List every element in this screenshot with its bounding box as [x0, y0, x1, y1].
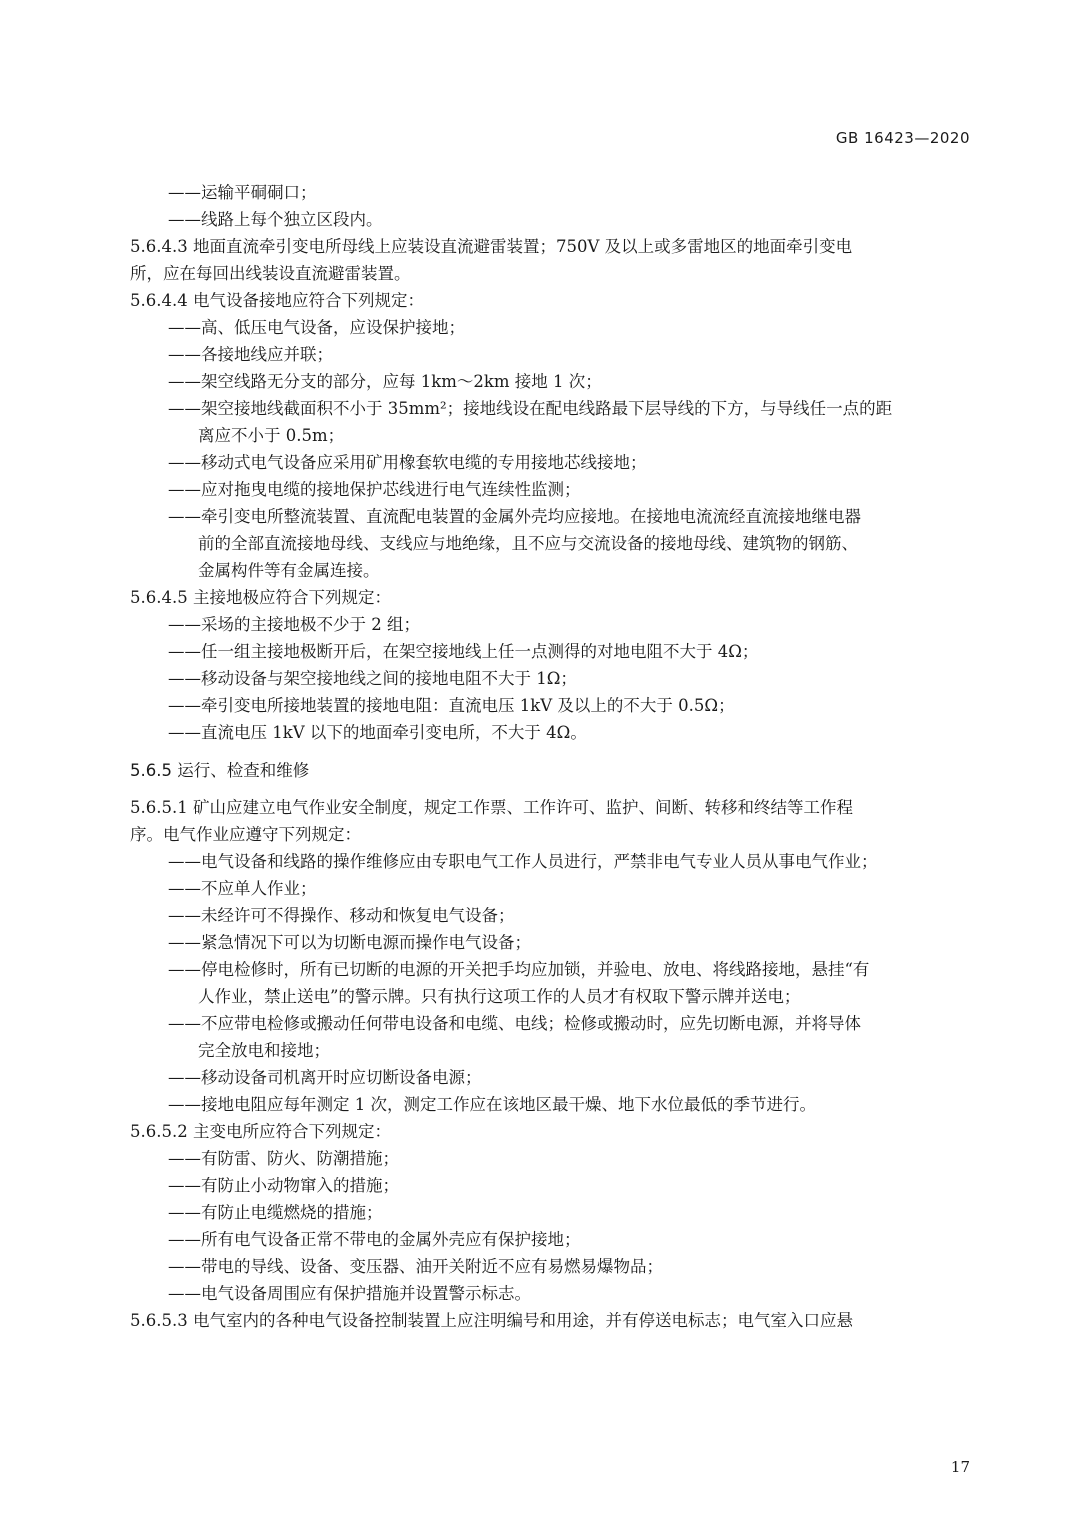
list-item: ——紧急情况下可以为切断电源而操作电气设备； — [168, 933, 531, 952]
list-item: ——运输平硐硐口； — [168, 183, 317, 202]
clause-text: 序。电气作业应遵守下列规定： — [130, 825, 361, 844]
list-item-continuation: 前的全部直流接地母线、支线应与地绝缘，且不应与交流设备的接地母线、建筑物的钢筋、 — [198, 534, 858, 553]
list-item-continuation: 离应不小于 0.5m； — [198, 426, 345, 445]
list-item: ——有防止电缆燃烧的措施； — [168, 1203, 383, 1222]
list-item: ——直流电压 1kV 以下的地面牵引变电所，不大于 4Ω。 — [168, 723, 587, 742]
list-item: ——移动设备与架空接地线之间的接地电阻不大于 1Ω； — [168, 669, 577, 688]
document-number: GB 16423—2020 — [835, 129, 970, 147]
list-item: ——未经许可不得操作、移动和恢复电气设备； — [168, 906, 515, 925]
list-item-continuation: 人作业，禁止送电”的警示牌。只有执行这项工作的人员才有权取下警示牌并送电； — [198, 987, 801, 1006]
clause-text: 5.6.4.4 电气设备接地应符合下列规定： — [130, 291, 424, 310]
clause-text: 所，应在每回出线装设直流避雷装置。 — [130, 264, 411, 283]
page-number: 17 — [950, 1458, 970, 1476]
clause-text: 5.6.5.1 矿山应建立电气作业安全制度，规定工作票、工作许可、监护、间断、转移和终结等工作程 — [130, 798, 853, 817]
list-item: ——移动式电气设备应采用矿用橡套软电缆的专用接地芯线接地； — [168, 453, 647, 472]
list-item: ——停电检修时，所有已切断的电源的开关把手均应加锁，并验电、放电、将线路接地，悬挂“有 — [168, 960, 870, 979]
list-item: ——有防止小动物窜入的措施； — [168, 1176, 399, 1195]
list-item: ——电气设备周围应有保护措施并设置警示标志。 — [168, 1284, 531, 1303]
list-item: ——应对拖曳电缆的接地保护芯线进行电气连续性监测； — [168, 480, 581, 499]
list-item: ——线路上每个独立区段内。 — [168, 210, 383, 229]
list-item: ——电气设备和线路的操作维修应由专职电气工作人员进行，严禁非电气专业人员从事电气作业； — [168, 852, 878, 871]
list-item: ——接地电阻应每年测定 1 次，测定工作应在该地区最干燥、地下水位最低的季节进行。 — [168, 1095, 816, 1114]
list-item: ——各接地线应并联； — [168, 345, 333, 364]
list-item-continuation: 金属构件等有金属连接。 — [198, 561, 380, 580]
list-item: ——采场的主接地极不少于 2 组； — [168, 615, 420, 634]
document-body — [130, 179, 966, 1334]
clause-text: 5.6.4.3 地面直流牵引变电所母线上应装设直流避雷装置；750V 及以上或多雷地区的地面牵引变电 — [130, 237, 853, 256]
clause-text: 5.6.4.5 主接地极应符合下列规定： — [130, 588, 391, 607]
list-item: ——高、低压电气设备，应设保护接地； — [168, 318, 465, 337]
list-item: ——带电的导线、设备、变压器、油开关附近不应有易燃易爆物品； — [168, 1257, 663, 1276]
list-item: ——牵引变电所整流装置、直流配电装置的金属外壳均应接地。在接地电流流经直流接地继电器 — [168, 507, 861, 526]
section-heading: 5.6.5 运行、检查和维修 — [130, 761, 310, 780]
list-item: ——任一组主接地极断开后，在架空接地线上任一点测得的对地电阻不大于 4Ω； — [168, 642, 759, 661]
list-item: ——不应带电检修或搬动任何带电设备和电缆、电线；检修或搬动时，应先切断电源，并将导体 — [168, 1014, 861, 1033]
list-item: ——移动设备司机离开时应切断设备电源； — [168, 1068, 482, 1087]
list-item: ——牵引变电所接地装置的接地电阻：直流电压 1kV 及以上的不大于 0.5Ω； — [168, 696, 735, 715]
list-item: ——不应单人作业； — [168, 879, 317, 898]
clause-text: 5.6.5.3 电气室内的各种电气设备控制装置上应注明编号和用途，并有停送电标志；电气室入口应悬 — [130, 1311, 853, 1330]
list-item: ——所有电气设备正常不带电的金属外壳应有保护接地； — [168, 1230, 581, 1249]
clause-text: 5.6.5.2 主变电所应符合下列规定： — [130, 1122, 391, 1141]
list-item: ——架空线路无分支的部分，应每 1km～2km 接地 1 次； — [168, 372, 602, 391]
list-item: ——有防雷、防火、防潮措施； — [168, 1149, 399, 1168]
list-item: ——架空接地线截面积不小于 35mm²；接地线设在配电线路最下层导线的下方，与导线任一点的距 — [168, 399, 893, 418]
list-item-continuation: 完全放电和接地； — [198, 1041, 330, 1060]
